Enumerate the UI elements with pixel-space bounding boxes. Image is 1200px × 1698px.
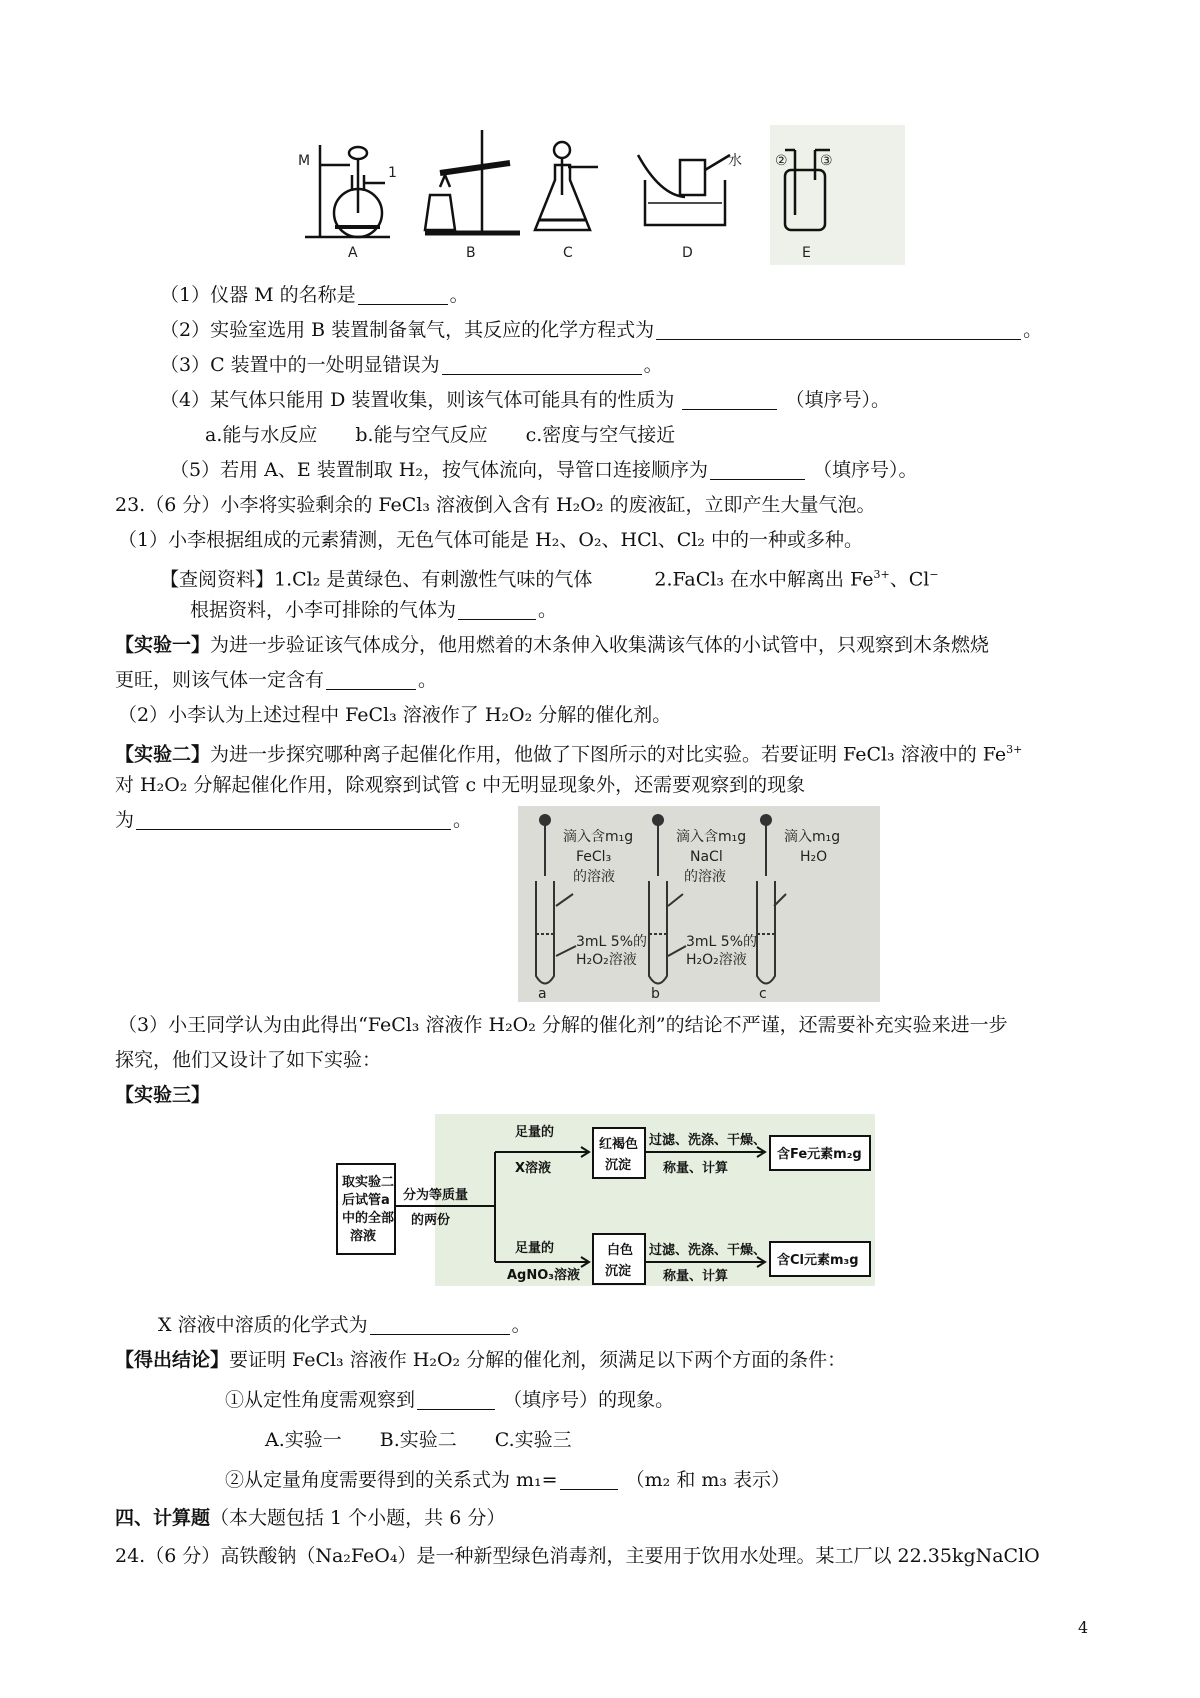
tube-c-letter: c	[759, 986, 767, 1002]
x-solute-text: X 溶液中溶质的化学式为	[158, 1314, 368, 1336]
conclusion-text: 要证明 FeCl₃ 溶液作 H₂O₂ 分解的催化剂，须满足以下两个方面的条件：	[229, 1349, 847, 1371]
label-A: A	[348, 245, 358, 261]
q23-exp2-line3	[115, 807, 472, 833]
answer-blank[interactable]	[656, 319, 1021, 340]
conclusion	[115, 1347, 846, 1373]
conclusion-tag: 【得出结论】	[115, 1349, 230, 1371]
exclude-text: 根据资料，小李可排除的气体为	[190, 599, 457, 621]
q22-part5-end: （填序号）。	[813, 459, 918, 481]
q23-part2: （2）小李认为上述过程中 FeCl₃ 溶液作了 H₂O₂ 分解的催化剂。	[118, 704, 672, 726]
conclusion-2-end: （m₂ 和 m₃ 表示）	[625, 1469, 791, 1491]
ref-item-2-tail: 、Cl	[889, 568, 930, 591]
flow-down-reagent-1: 足量的	[515, 1241, 555, 1256]
flow-up-reagent-2: X溶液	[515, 1161, 552, 1176]
conclusion-1-text: ①从定性角度需观察到	[225, 1389, 416, 1411]
q23-reference	[160, 562, 939, 592]
exp2-tag: 【实验二】	[115, 743, 211, 766]
q22-part2-end: 。	[1023, 319, 1043, 341]
q23-intro: 23.（6 分）小李将实验剩余的 FeCl₃ 溶液倒入含有 H₂O₂ 的废液缸，立即产生大量气泡。	[115, 494, 876, 516]
x-solute-end: 。	[511, 1314, 531, 1336]
q22-part3-end: 。	[643, 354, 663, 376]
tube-a-letter: a	[538, 986, 547, 1002]
section-4-note: （本大题包括 1 个小题，共 6 分）	[210, 1507, 506, 1529]
tube-a-sol-2: H₂O₂溶液	[576, 952, 637, 968]
label-water: 水	[728, 153, 742, 169]
q23-exp1-line2	[115, 667, 437, 693]
q22-part2-text: （2）实验室选用 B 装置制备氧气，其反应的化学方程式为	[160, 319, 655, 341]
answer-blank[interactable]	[136, 809, 451, 830]
conclusion-1-options: A.实验一 B.实验二 C.实验三	[265, 1429, 572, 1451]
answer-blank[interactable]	[458, 599, 536, 620]
label-B: B	[466, 245, 476, 261]
flow-up-result: 含Fe元素m₂g	[777, 1147, 862, 1162]
q22-part2	[160, 317, 1042, 343]
flow-split-2: 的两份	[411, 1213, 451, 1228]
q22-part1-text: （1）仪器 M 的名称是	[160, 284, 356, 306]
flow-start-4: 溶液	[350, 1229, 377, 1244]
q22-part5-text: （5）若用 A、E 装置制取 H₂，按气体流向，导管口连接顺序为	[170, 459, 708, 481]
exp1-tag: 【实验一】	[115, 634, 211, 656]
label-3: ③	[820, 153, 833, 169]
exp1-end: 。	[418, 669, 438, 691]
q22-part4-text: （4）某气体只能用 D 装置收集，则该气体可能具有的性质为	[160, 389, 675, 411]
answer-blank[interactable]	[710, 459, 805, 480]
label-C: C	[563, 245, 573, 261]
tube-b-label-2: NaCl	[690, 849, 723, 865]
flow-start-1: 取实验二	[342, 1175, 395, 1190]
answer-blank[interactable]	[417, 1389, 495, 1410]
ref-item-1: 【查阅资料】1.Cl₂ 是黄绿色、有刺激性气味的气体	[160, 568, 593, 591]
q23-part3-line2: 探究，他们又设计了如下实验：	[115, 1049, 382, 1071]
test-tube-figure	[518, 806, 880, 1002]
tube-b-sol-2: H₂O₂溶液	[686, 952, 747, 968]
flow-up-ppt-1: 红褐色	[599, 1137, 639, 1152]
answer-blank[interactable]	[326, 669, 416, 690]
flowchart	[335, 1114, 875, 1286]
flow-start-2: 后试管a	[342, 1193, 390, 1208]
exp1-text2: 更旺，则该气体一定含有	[115, 669, 325, 691]
flow-up-ppt-2: 沉淀	[605, 1158, 632, 1173]
answer-blank[interactable]	[682, 389, 777, 410]
flow-start-3: 中的全部	[342, 1211, 395, 1226]
flow-down-ppt-1: 白色	[607, 1243, 634, 1258]
tube-c-label-2: H₂O	[800, 849, 828, 865]
superscript: −	[929, 568, 939, 581]
flow-down-ops-2: 称量、计算	[663, 1269, 729, 1284]
flow-split-1: 分为等质量	[403, 1188, 469, 1203]
q23-exp2-line2: 对 H₂O₂ 分解起催化作用，除观察到试管 c 中无明显现象外，还需要观察到的现象	[115, 774, 806, 796]
exclude-end: 。	[538, 599, 558, 621]
q23-part3: （3）小王同学认为由此得出“FeCl₃ 溶液作 H₂O₂ 分解的催化剂”的结论不严谨，还需要补充实验来进一步	[118, 1014, 1008, 1036]
superscript: 3+	[1006, 743, 1023, 756]
label-2: ②	[775, 153, 788, 169]
conclusion-1	[225, 1387, 674, 1413]
apparatus-figure	[300, 125, 905, 265]
x-solute-line	[158, 1312, 531, 1338]
q22-part1-end: 。	[449, 284, 469, 306]
ref-item-2: 2.FaCl₃ 在水中解离出 Fe	[654, 568, 874, 591]
tube-c-label-1: 滴入m₁g	[784, 829, 841, 845]
q23-exclude	[190, 597, 557, 623]
q23-exp1	[115, 632, 989, 658]
tube-b-letter: b	[651, 986, 660, 1002]
exp3-tag: 【实验三】	[115, 1084, 211, 1106]
flow-down-reagent-2: AgNO₃溶液	[507, 1268, 580, 1283]
tube-b-label-1: 滴入含m₁g	[676, 829, 747, 845]
tube-a-label-1: 滴入含m₁g	[563, 829, 634, 845]
tube-a-label-2: FeCl₃	[576, 849, 612, 865]
answer-blank[interactable]	[358, 284, 448, 305]
superscript: 3+	[873, 568, 890, 581]
flow-up-ops-2: 称量、计算	[663, 1161, 729, 1176]
conclusion-2	[225, 1467, 790, 1493]
q22-part4-options: a.能与水反应 b.能与空气反应 c.密度与空气接近	[205, 424, 676, 446]
conclusion-2-text: ②从定量角度需要得到的关系式为 m₁=	[225, 1469, 558, 1491]
q24-text: 24.（6 分）高铁酸钠（Na₂FeO₄）是一种新型绿色消毒剂，主要用于饮用水处理。某工厂以 22.35kgNaClO	[115, 1545, 1040, 1567]
section-4-title: 四、计算题	[115, 1507, 211, 1529]
label-E: E	[802, 245, 811, 261]
page-number: 4	[1078, 1618, 1089, 1637]
q22-part3-text: （3）C 装置中的一处明显错误为	[160, 354, 440, 376]
tube-b-label-3: 的溶液	[684, 869, 726, 885]
tube-b-sol-1: 3mL 5%的	[686, 934, 758, 950]
q22-part5	[170, 457, 918, 483]
exp2-end: 。	[453, 809, 473, 831]
q22-part4-end: （填序号）。	[785, 389, 891, 411]
flow-down-result: 含Cl元素m₃g	[777, 1253, 859, 1268]
section-4-heading	[115, 1505, 505, 1531]
q22-part1	[160, 282, 469, 308]
tube-a-sol-1: 3mL 5%的	[576, 934, 648, 950]
answer-blank[interactable]	[370, 1314, 510, 1335]
flow-up-reagent-1: 足量的	[515, 1125, 555, 1140]
q23-part1: （1）小李根据组成的元素猜测，无色气体可能是 H₂、O₂、HCl、Cl₂ 中的一种或多种。	[118, 529, 863, 551]
q22-part4	[160, 387, 890, 413]
flow-up-ops-1: 过滤、洗涤、干燥、	[649, 1133, 767, 1148]
label-D: D	[682, 245, 693, 261]
answer-blank[interactable]	[560, 1469, 618, 1490]
flow-down-ops-1: 过滤、洗涤、干燥、	[649, 1243, 767, 1258]
answer-blank[interactable]	[442, 354, 642, 375]
q22-part3	[160, 352, 663, 378]
label-M: M	[298, 153, 311, 169]
conclusion-1-end: （填序号）的现象。	[503, 1389, 675, 1411]
tube-a-label-3: 的溶液	[573, 869, 615, 885]
label-1: 1	[388, 165, 397, 181]
flow-down-ppt-2: 沉淀	[605, 1264, 632, 1279]
exp1-text: 为进一步验证该气体成分，他用燃着的木条伸入收集满该气体的小试管中，只观察到木条燃烧	[210, 634, 990, 656]
q23-exp2	[115, 737, 1022, 767]
exp2-text3: 为	[115, 809, 135, 831]
exp2-text: 为进一步探究哪种离子起催化作用，他做了下图所示的对比实验。若要证明 FeCl₃ 溶液中的 Fe	[210, 743, 1007, 766]
